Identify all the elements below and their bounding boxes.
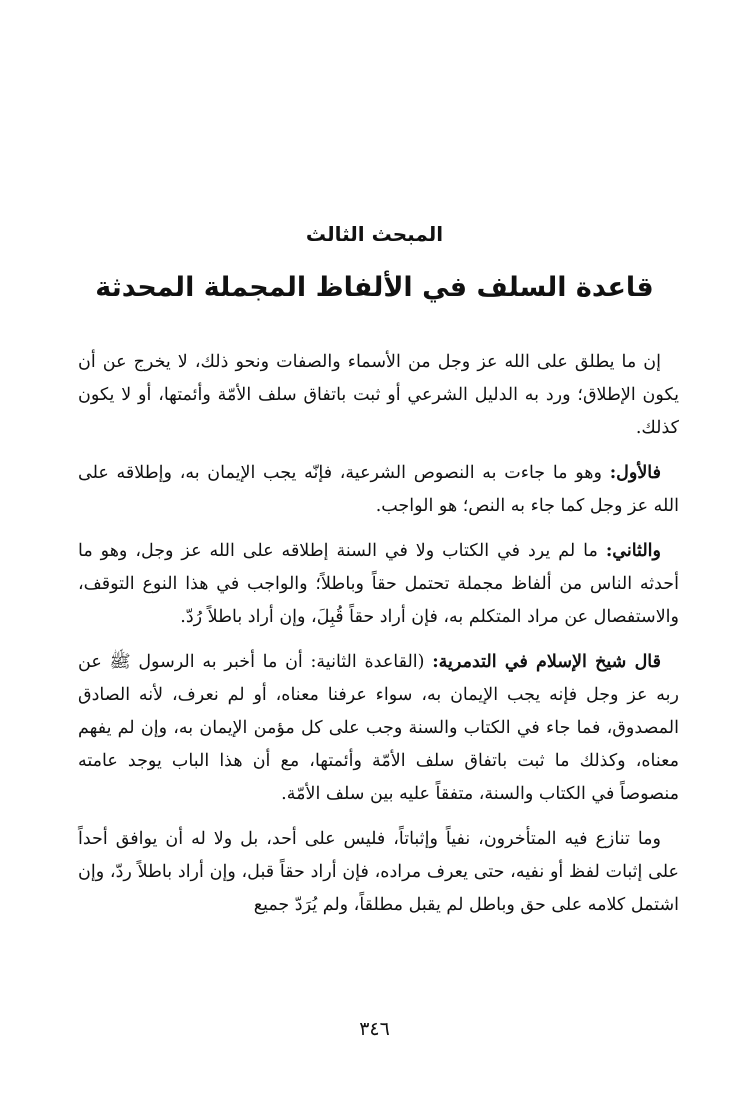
- paragraph: إن ما يطلق على الله عز وجل من الأسماء والصفات ونحو ذلك، لا يخرج عن أن يكون الإطلاق؛ ورد به الدليل الشرعي أو ثبت باتفاق سلف الأمّة وأئمتها، أو لا يكون كذلك.: [78, 352, 679, 438]
- paragraph-lead: والثاني:: [605, 541, 661, 561]
- paragraph: فالأول: وهو ما جاءت به النصوص الشرعية، فإنّه يجب الإيمان به، وإطلاقه على الله عز وجل كما جاء به النص؛ هو الواجب.: [78, 463, 679, 516]
- paragraph: وما تنازع فيه المتأخرون، نفياً وإثباتاً، فليس على أحد، بل ولا له أن يوافق أحداً على إثبات لفظ أو نفيه، حتى يعرف مراده، فإن أراد حقاً قبل، وإن أراد باطلاً ردّ، وإن اشتمل كلامه على حق وباطل لم يقبل مطلقاً، ولم يُرَدّ جميع: [78, 829, 679, 915]
- body-text: [78, 346, 679, 934]
- paragraph: قال شيخ الإسلام في التدمرية: (القاعدة الثانية: أن ما أخبر به الرسول ﷺ عن ربه عز وجل فإنه يجب الإيمان به، سواء عرفنا معناه، أو لم نعرف، لأنه الصادق المصدوق، فما جاء في الكتاب والسنة وجب على كل مؤمن الإيمان به، وإن لم يفهم معناه، وكذلك ما ثبت باتفاق سلف الأمّة وأئمتها، مع أن هذا الباب يوجد عامته منصوصاً في الكتاب والسنة، متفقاً عليه بين سلف الأمّة.: [78, 652, 679, 804]
- chapter-title: قاعدة السلف في الألفاظ المجملة المحدثة: [95, 272, 654, 303]
- page-number: ٣٤٦: [359, 1018, 390, 1040]
- section-heading: المبحث الثالث: [305, 222, 444, 246]
- paragraph-lead: فالأول:: [609, 463, 661, 483]
- paragraph-lead: قال شيخ الإسلام في التدمرية:: [432, 652, 661, 672]
- paragraph: والثاني: ما لم يرد في الكتاب ولا في السنة إطلاقه على الله عز وجل، وهو ما أحدثه الناس من ألفاظ مجملة تحتمل حقاً وباطلاً؛ والواجب في هذا النوع التوقف، والاستفصال عن مراد المتكلم به، فإن أراد حقاً قُبِلَ، وإن أراد باطلاً رُدّ.: [78, 541, 679, 627]
